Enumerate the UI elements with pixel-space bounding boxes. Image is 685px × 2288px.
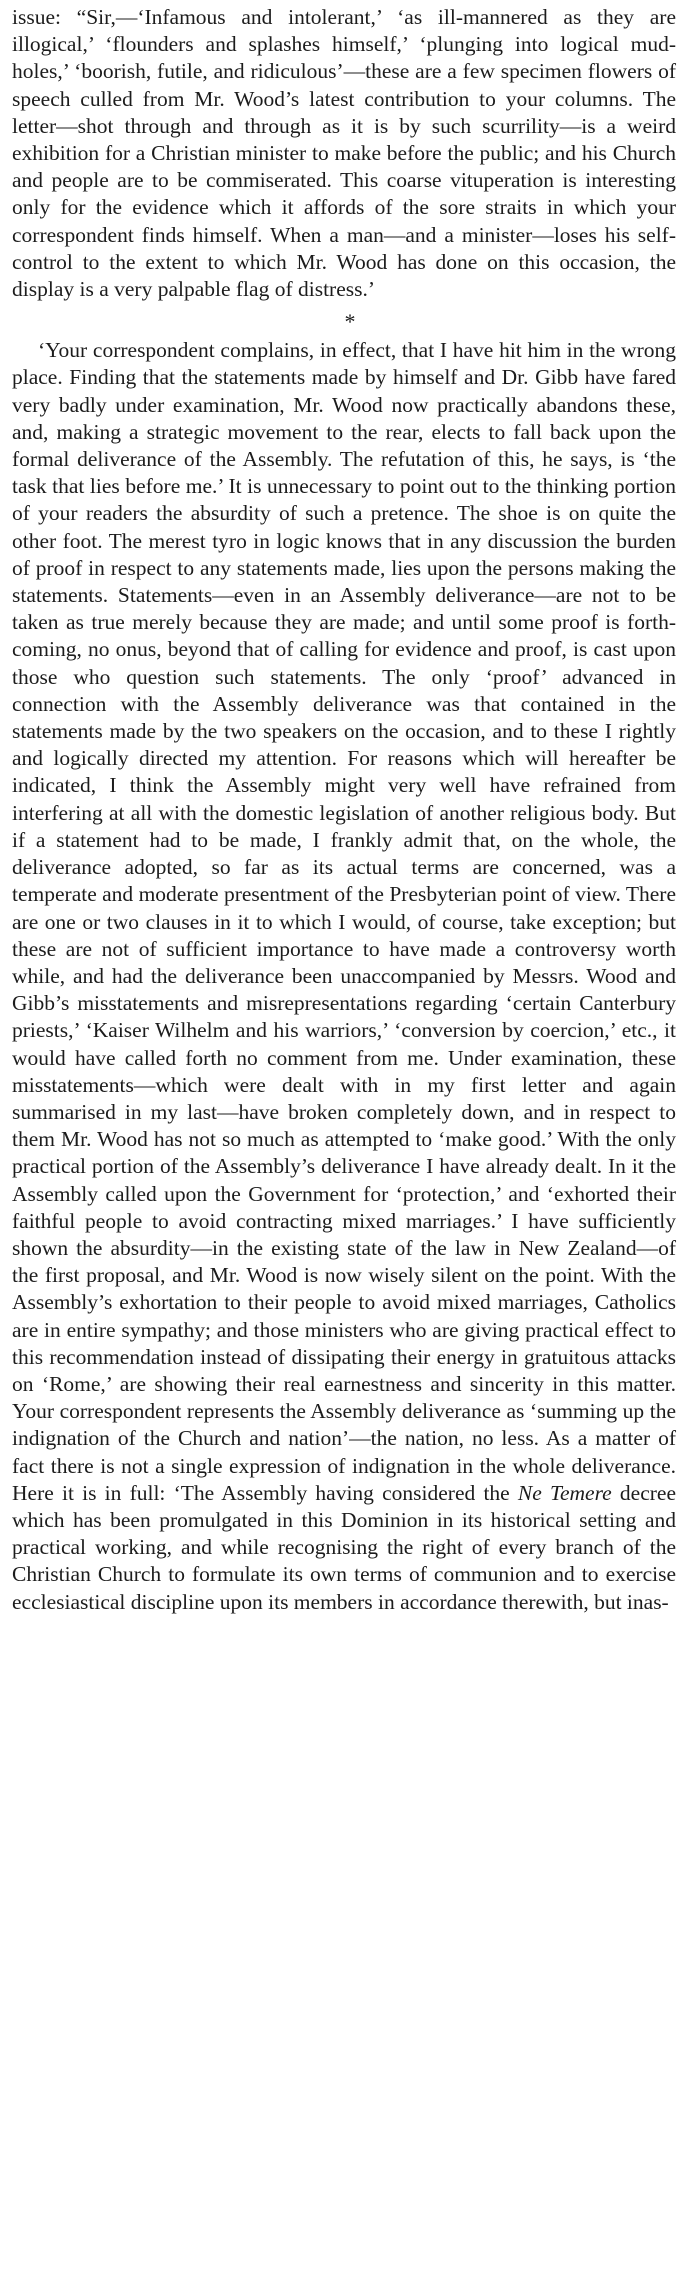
- section-divider: *: [344, 309, 356, 335]
- opening-paragraph: issue: “Sir,—‘Infamous and intolerant,’ ‘as ill-mannered as they are illogical,’ ‘flounders and splashes himself,’ ‘plunging into logical mud-holes,’ ‘boorish, futile, and ridiculous’—these are a few specimen flowers of speech culled from Mr. Wood’s latest contribution to your columns. The letter—shot through and through as it is by such scurrility—is a weird exhibition for a Christian minister to make before the public; and his Church and people are to be commiserated. This coarse vituperation is interesting only for the evidence which it affords of the sore straits in which your correspondent finds himself. When a man—and a minister—loses his self-control to the extent to which Mr. Wood has done on this occasion, the display is a very palpable flag of distress.’: [12, 5, 676, 302]
- main-paragraph-continuation: decree which has been promulgated in this Dominion in its historical setting and practical working, and while recognising the right of every branch of the Christian Church to formulate its own terms of communion and to exercise ecclesiastical discipline upon its members in accordance therewith, but inas-: [12, 1480, 676, 1614]
- main-paragraph-text: ‘Your correspondent complains, in effect, that I have hit him in the wrong place. Finding that the statements made by himself and Dr. Gibb have fared very badly under examination, Mr. Wood now practically abandons these, and, making a strategic movement to the rear, elects to fall back upon the formal deliverance of the Assembly. The refutation of this, he says, is ‘the task that lies before me.’ It is unnecessary to point out to the thinking portion of your readers the absurdity of such a pretence. The shoe is on quite the other foot. The merest tyro in logic knows that in any discussion the burden of proof in respect to any statements made, lies upon the persons making the statements. Statements—even in an Assembly deliverance—are not to be taken as true merely because they are made; and until some proof is forth-coming, no onus, beyond that of calling for evidence and proof, is cast upon those who question such statements. The only ‘proof’ advanced in connection with the Assembly deliverance was that contained in the statements made by the two speakers on the occasion, and to these I rightly and logically directed my attention. For reasons which will hereafter be indicated, I think the Assembly might very well have refrained from interfering at all with the domestic legislation of another religious body. But if a statement had to be made, I frankly admit that, on the whole, the deliverance adopted, so far as its actual terms are concerned, was a temperate and moderate presentment of the Presbyterian point of view. There are one or two clauses in it to which I would, of course, take exception; but these are not of sufficient importance to have made a controversy worth while, and had the deliverance been unaccompanied by Messrs. Wood and Gibb’s misstatements and misrepresentations regarding ‘certain Canterbury priests,’ ‘Kaiser Wilhelm and his warriors,’ ‘conversion by coercion,’ etc., it would have called forth no comment from me. Under examination, these misstatements—which were dealt with in my first letter and again summarised in my last—have broken completely down, and in respect to them Mr. Wood has not so much as attempted to ‘make good.’ With the only practical portion of the Assembly’s deliverance I have already dealt. In it the Assembly called upon the Government for ‘protection,’ and ‘exhorted their faithful people to avoid contracting mixed marriages.’ I have sufficiently shown the absurdity—in the existing state of the law in New Zealand—of the first proposal, and Mr. Wood is now wisely silent on the point. With the Assembly’s exhortation to their people to avoid mixed marriages, Catholics are in entire sympathy; and those ministers who are giving practical effect to this recommendation instead of dissipating their energy in gratuitous attacks on ‘Rome,’ are showing their real earnestness and sincerity in this matter. Your correspondent represents the Assembly deliverance as ‘summing up the indignation of the Church and nation’—the nation, no less. As a matter of fact there is not a single expression of indignation in the whole deliverance. Here it is in full: ‘The Assembly having considered the: [12, 338, 676, 1505]
- decree-name: Ne Temere: [517, 1480, 612, 1505]
- main-paragraph: [12, 337, 676, 1616]
